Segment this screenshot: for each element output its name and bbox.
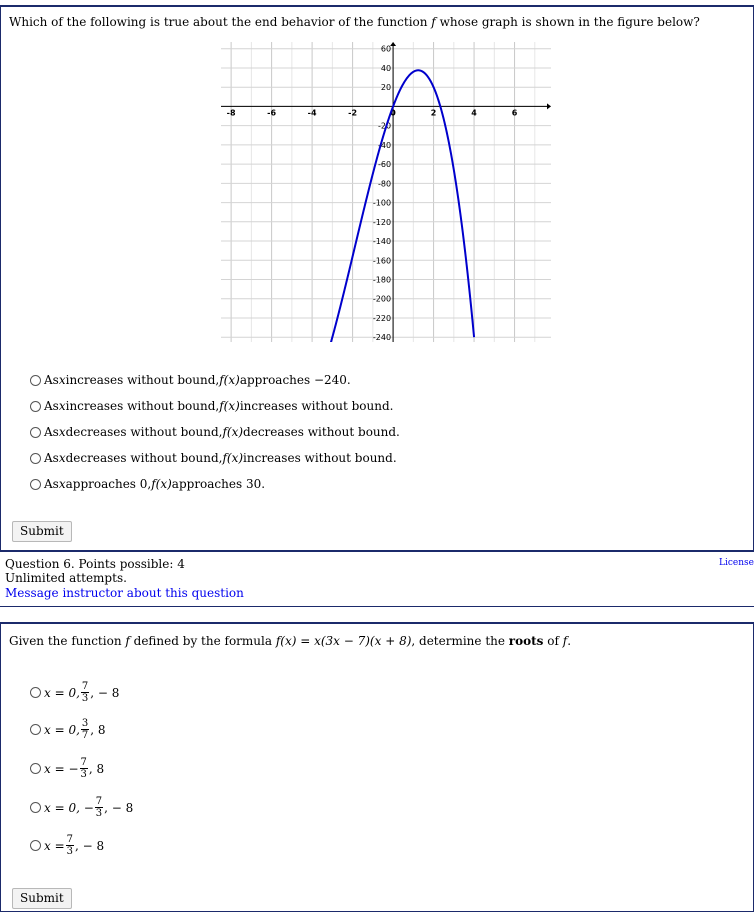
q5-choice-1[interactable] xyxy=(30,373,351,387)
denominator: 3 xyxy=(80,769,87,780)
choice-text: As xyxy=(44,477,59,491)
choice-tail: , 8 xyxy=(88,761,105,776)
q6-choice-4[interactable] xyxy=(30,796,133,819)
x-tick-label: 2 xyxy=(430,108,437,118)
choice-lead: x = 0, − xyxy=(44,800,94,815)
q6-choice-3[interactable] xyxy=(30,757,104,780)
radio-button[interactable] xyxy=(30,427,41,438)
q6-choice-1[interactable] xyxy=(30,681,119,704)
choice-text: increases without bound. xyxy=(243,451,397,465)
choice-tail: , 8 xyxy=(90,722,106,737)
choice-text: approaches 30. xyxy=(171,477,266,491)
q5-choice-5[interactable] xyxy=(30,477,265,491)
choice-text: decreases without bound, xyxy=(65,425,223,439)
radio-button[interactable] xyxy=(30,453,41,464)
q5-choice-3[interactable] xyxy=(30,425,400,439)
prompt-function-name: f xyxy=(125,634,130,648)
numerator: 7 xyxy=(95,796,103,807)
fraction xyxy=(81,681,89,704)
numerator: 3 xyxy=(81,718,89,729)
x-tick-label: 4 xyxy=(471,108,477,118)
attempts-info: Unlimited attempts. xyxy=(5,571,127,585)
choice-text: As xyxy=(44,425,59,439)
x-tick-label: -6 xyxy=(267,108,277,118)
choice-text: As xyxy=(44,399,59,413)
choice-tail: , − 8 xyxy=(104,800,134,815)
y-tick-label: 60 xyxy=(380,44,392,54)
submit-button[interactable]: Submit xyxy=(12,888,72,909)
radio-button[interactable] xyxy=(30,479,41,490)
choice-fx: f(x) xyxy=(219,399,240,413)
radio-button[interactable] xyxy=(30,724,41,735)
choice-text: As xyxy=(44,451,59,465)
radio-button[interactable] xyxy=(30,401,41,412)
choice-text: approaches 0, xyxy=(65,477,152,491)
license-link[interactable]: License xyxy=(719,558,754,568)
y-tick-label: -120 xyxy=(372,217,392,227)
choice-lead: x = 0, xyxy=(44,722,80,737)
y-tick-label: 20 xyxy=(380,83,392,93)
choice-text: As xyxy=(44,373,59,387)
radio-button[interactable] xyxy=(30,840,41,851)
denominator: 3 xyxy=(81,693,89,704)
prompt-text: defined by the formula xyxy=(129,634,276,648)
x-axis-arrow xyxy=(547,103,551,109)
denominator: 3 xyxy=(66,846,74,857)
x-tick-label: -8 xyxy=(226,108,236,118)
question-points: Question 6. Points possible: 4 xyxy=(5,557,185,571)
y-tick-label: -60 xyxy=(378,160,392,170)
y-tick-label: -180 xyxy=(372,275,392,285)
q6-choice-2[interactable] xyxy=(30,718,106,741)
prompt-function-name: f xyxy=(562,634,568,648)
fraction xyxy=(66,834,74,857)
y-tick-label: -200 xyxy=(372,294,392,304)
q5-choice-2[interactable] xyxy=(30,399,393,413)
choice-var: x xyxy=(58,477,66,491)
y-tick-label: 40 xyxy=(380,63,392,73)
numerator: 7 xyxy=(66,834,74,845)
y-tick-label: -100 xyxy=(372,198,392,208)
numerator: 7 xyxy=(80,757,87,768)
choice-lead: x = xyxy=(44,838,65,853)
x-tick-label: -4 xyxy=(307,108,317,118)
radio-button[interactable] xyxy=(30,802,41,813)
prompt-text: Given the function xyxy=(9,634,126,648)
radio-button[interactable] xyxy=(30,763,41,774)
choice-tail: , − 8 xyxy=(75,838,105,853)
choice-text: increases without bound. xyxy=(239,399,394,413)
y-tick-label: -80 xyxy=(378,179,392,189)
choice-var: x xyxy=(58,451,66,465)
fraction xyxy=(95,796,103,819)
q5-choice-4[interactable] xyxy=(30,451,397,465)
choice-var: x xyxy=(58,373,66,387)
fraction xyxy=(80,757,88,780)
q6-choice-5[interactable] xyxy=(30,834,104,857)
numerator: 7 xyxy=(81,681,89,692)
choice-var: x xyxy=(58,425,66,439)
choice-text: approaches −240. xyxy=(239,373,351,387)
x-tick-label: 6 xyxy=(511,108,518,118)
y-tick-label: -20 xyxy=(378,121,392,131)
submit-button[interactable]: Submit xyxy=(12,521,72,542)
prompt-text: . xyxy=(567,634,572,648)
choice-text: decreases without bound, xyxy=(65,451,223,465)
denominator: 7 xyxy=(81,730,89,741)
y-tick-label: -220 xyxy=(372,313,392,323)
fraction xyxy=(81,718,89,741)
choice-text: increases without bound, xyxy=(65,373,220,387)
choice-fx: f(x) xyxy=(222,425,244,439)
choice-var: x xyxy=(58,399,66,413)
choice-lead: x = 0, xyxy=(44,685,80,700)
y-tick-label: -140 xyxy=(372,237,392,247)
prompt-text: Which of the following is true about the end behavior of the function xyxy=(9,15,432,29)
prompt-text: of xyxy=(543,634,563,648)
radio-button[interactable] xyxy=(30,375,41,386)
prompt-formula: f(x) = x(3x − 7)(x + 8) xyxy=(275,634,412,648)
prompt-function-name: f xyxy=(431,15,436,29)
choice-fx: f(x) xyxy=(222,451,244,465)
prompt-text: , determine the xyxy=(411,634,509,648)
y-tick-label: -160 xyxy=(372,256,392,266)
choice-fx: f(x) xyxy=(219,373,240,387)
message-instructor-link[interactable]: Message instructor about this question xyxy=(5,586,244,600)
choice-lead: x = − xyxy=(44,761,79,776)
prompt-keyword: roots xyxy=(508,634,544,648)
question-6-prompt xyxy=(9,634,571,648)
question-5-panel xyxy=(0,5,754,551)
choice-tail: , − 8 xyxy=(90,685,120,700)
y-tick-label: -40 xyxy=(378,140,392,150)
choice-text: increases without bound, xyxy=(65,399,220,413)
question-5-prompt xyxy=(9,15,700,29)
prompt-text-end: whose graph is shown in the figure below? xyxy=(435,15,700,29)
denominator: 3 xyxy=(95,808,103,819)
question-6-panel xyxy=(0,622,754,912)
question-6-info xyxy=(0,551,754,607)
y-tick-label: -240 xyxy=(372,333,392,342)
x-tick-label: -2 xyxy=(348,108,358,118)
choice-fx: f(x) xyxy=(151,477,172,491)
choice-text: decreases without bound. xyxy=(243,425,400,439)
radio-button[interactable] xyxy=(30,687,41,698)
x-tick-label: 0 xyxy=(390,108,396,118)
function-graph xyxy=(221,42,551,342)
